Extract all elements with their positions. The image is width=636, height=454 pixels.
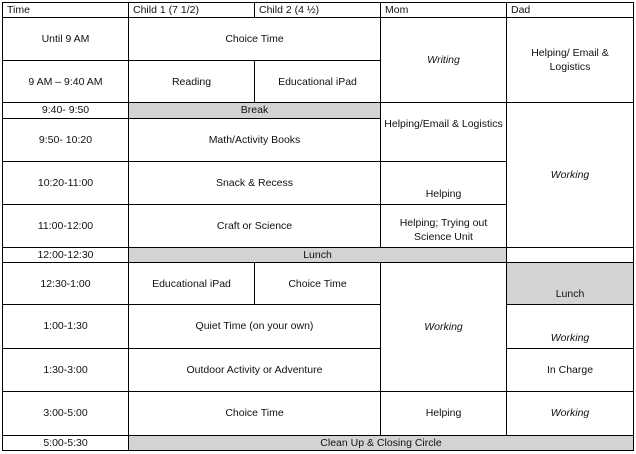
time-cell: 5:00-5:30 xyxy=(3,435,129,450)
time-cell: 12:30-1:00 xyxy=(3,263,129,305)
children-activity: Craft or Science xyxy=(129,204,381,247)
dad-activity: Helping/ Email & Logistics xyxy=(507,18,634,103)
time-cell: 10:20-11:00 xyxy=(3,161,129,204)
mom-activity: Helping; Trying out Science Unit xyxy=(381,204,507,247)
table-row xyxy=(3,263,634,305)
shared-activity: Clean Up & Closing Circle xyxy=(129,435,634,450)
time-cell: 1:30-3:00 xyxy=(3,348,129,391)
children-activity: Choice Time xyxy=(129,18,381,61)
mom-activity: Writing xyxy=(381,18,507,103)
time-cell: 1:00-1:30 xyxy=(3,305,129,348)
time-cell: 9:50- 10:20 xyxy=(3,118,129,161)
dad-empty-cell xyxy=(507,248,634,263)
table-row xyxy=(3,248,634,263)
header-row xyxy=(3,3,634,18)
children-activity: Snack & Recess xyxy=(129,161,381,204)
table-row xyxy=(3,18,634,61)
children-activity: Outdoor Activity or Adventure xyxy=(129,348,381,391)
dad-activity: Working xyxy=(507,305,634,348)
header-dad: Dad xyxy=(507,3,634,18)
child1-activity: Educational iPad xyxy=(129,263,255,305)
mom-activity: Working xyxy=(381,263,507,392)
dad-activity: Working xyxy=(507,103,634,248)
child2-activity: Educational iPad xyxy=(255,61,381,103)
time-cell: 3:00-5:00 xyxy=(3,391,129,435)
dad-activity: Working xyxy=(507,391,634,435)
children-activity: Break xyxy=(129,103,381,118)
mom-activity: Helping/Email & Logistics xyxy=(381,103,507,161)
time-cell: 9:40- 9:50 xyxy=(3,103,129,118)
header-mom: Mom xyxy=(381,3,507,18)
child2-activity: Choice Time xyxy=(255,263,381,305)
children-activity: Quiet Time (on your own) xyxy=(129,305,381,348)
mom-activity: Helping xyxy=(381,161,507,204)
table-row xyxy=(3,435,634,450)
time-cell: Until 9 AM xyxy=(3,18,129,61)
time-cell: 11:00-12:00 xyxy=(3,204,129,247)
time-cell: 12:00-12:30 xyxy=(3,248,129,263)
header-child2: Child 2 (4 ½) xyxy=(255,3,381,18)
time-cell: 9 AM – 9:40 AM xyxy=(3,61,129,103)
dad-activity: Lunch xyxy=(507,263,634,305)
header-child1: Child 1 (7 1/2) xyxy=(129,3,255,18)
child1-activity: Reading xyxy=(129,61,255,103)
table-row xyxy=(3,391,634,435)
table-row xyxy=(3,103,634,118)
dad-activity: In Charge xyxy=(507,348,634,391)
mom-activity: Helping xyxy=(381,391,507,435)
children-activity: Choice Time xyxy=(129,391,381,435)
table-row xyxy=(3,305,634,348)
schedule-table xyxy=(2,2,634,451)
children-activity: Math/Activity Books xyxy=(129,118,381,161)
shared-activity: Lunch xyxy=(129,248,507,263)
table-row xyxy=(3,348,634,391)
header-time: Time xyxy=(3,3,129,18)
